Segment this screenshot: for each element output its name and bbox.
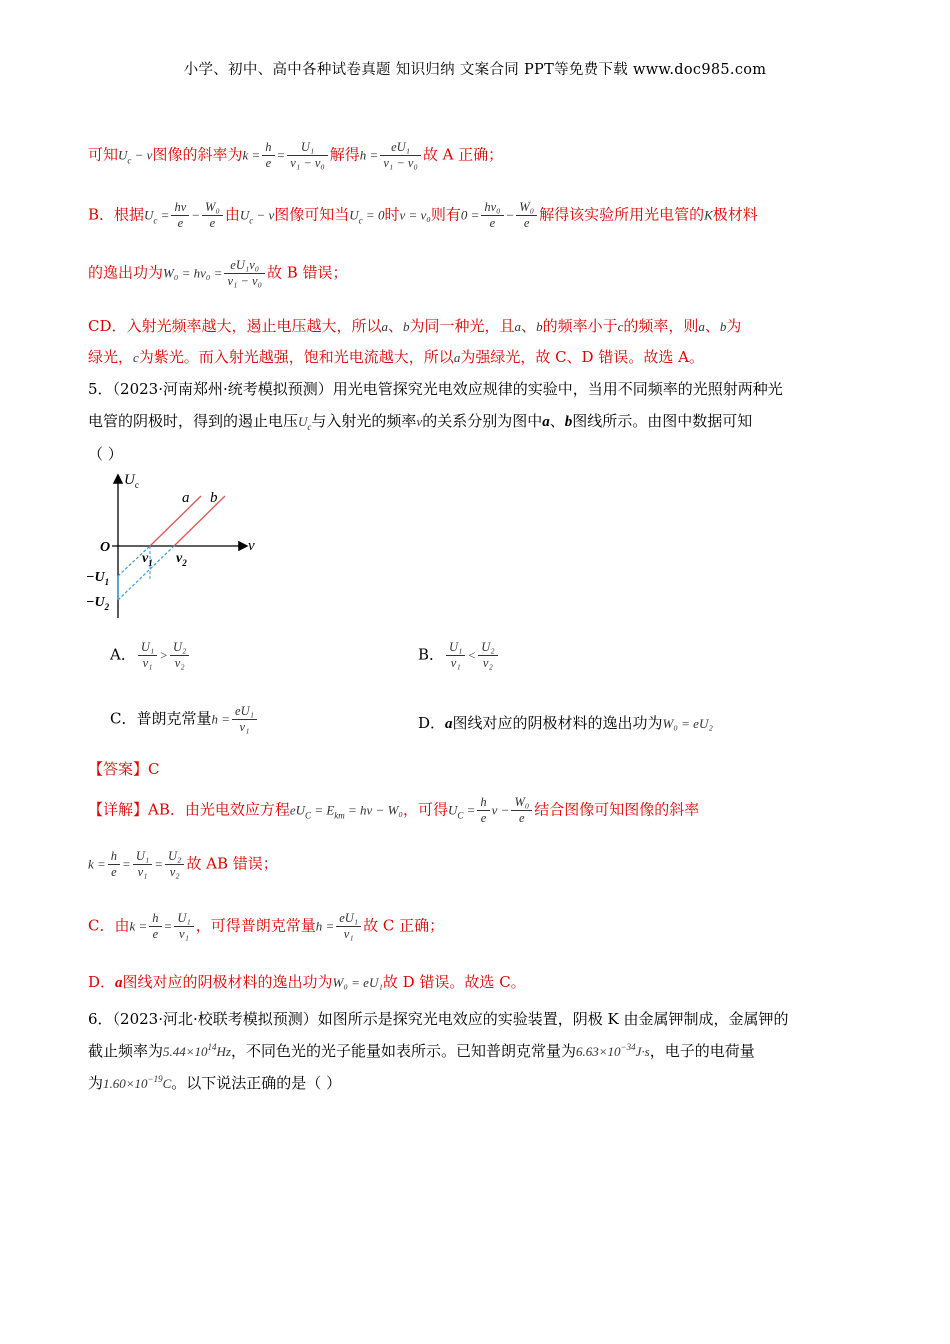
solution-line-1: 可知$U_c - \nu$图像的斜率为k = $\frac{h}{e}$ = $\frac{\text{U₁}}{\text{ν₁ − ν₀}}$ 解得h = $\frac{\text{eU₁}}{\text{ν₁ − ν₀}}$ 故 A 正确； (88, 140, 504, 170)
solution-line-2: B．根据$U_c$ = $\frac{h\nu}{e}$ − $\frac{\text{W₀}}{e}$ 由$U_c - \nu$图像可知当$U_c = 0$时ν = ν₀则有0 = $\frac{\text{hν₀}}{e}$ − $\frac{\text{W₀}}{e}$ 解得该实验所用光电管的K极材料 (88, 200, 758, 230)
origin-label: O (100, 540, 111, 555)
y-axis-label: $U_c$ (124, 472, 139, 490)
answer: 【答案】C (88, 760, 160, 778)
detail-line-2: k = $\frac{h}{e}$ = $\frac{\text{U₁}}{\text{ν₁}}$ = $\frac{\text{U₂}}{\text{ν₂}}$ 故 AB 错误； (88, 849, 278, 879)
line-a-label: a (182, 490, 190, 506)
option-c[interactable]: C．普朗克常量h = $\frac{\text{eU₁}}{\text{ν₁}}$ (110, 704, 259, 735)
q5-line-2: 电管的阴极时，得到的遏止电压$U_c$与入射光的频率ν的关系分别为图中a、b图线所示。由图中数据可知 (88, 412, 753, 432)
line-b-label: b (210, 490, 218, 506)
option-b[interactable]: B． $\frac{\text{U₁}}{\text{ν₁}}$ < $\frac{\text{U₂}}{\text{ν₂}}$ (418, 640, 500, 671)
q5-blank: （ ） (88, 445, 123, 463)
x-axis-label: ν (248, 538, 255, 554)
solution-line-4: CD．入射光频率越大，遏止电压越大，所以a、b为同一种光，且a、b的频率小于c的频率，则a、b为 (88, 317, 742, 335)
stopping-voltage-graph (84, 468, 284, 628)
line-a (150, 496, 201, 546)
q5-line-1: 5．（2023·河南郑州·统考模拟预测）用光电管探究光电效应规律的实验中，当用不同频率的光照射两种光 (88, 380, 783, 398)
q6-line-2: 截止频率为$5.44\times 10^{14}Hz$，不同色光的光子能量如表所示。已知普朗克常量为$6.63\times 10^{-34}J\cdot s$，电子的电荷量 (88, 1042, 755, 1060)
option-d[interactable]: D．a图线对应的阴极材料的逸出功为W₀ = eU₂ (418, 714, 713, 732)
option-a[interactable]: A． $\frac{\text{U₁}}{\text{ν₁}}$ > $\frac{\text{U₂}}{\text{ν₂}}$ (110, 640, 191, 671)
detail-line-4: D．a图线对应的阴极材料的逸出功为W₀ = eU₁故 D 错误。故选 C。 (88, 973, 526, 991)
q6-line-1: 6．（2023·河北·校联考模拟预测）如图所示是探究光电效应的实验装置，阴极 K 由金属钾制成，金属钾的 (88, 1010, 789, 1028)
detail-line-1: 【详解】AB．由光电效应方程$eU_C = E_{km} = h\nu - W_0$，可得$U_C$ = $\frac{h}{e}$ ν − $\frac{\text{W₀}}{e}$ 结合图像可知图像的斜率 (88, 795, 700, 825)
minus-u1-label: $-U_1$ (86, 570, 110, 587)
minus-u2-label: $-U_2$ (86, 595, 110, 612)
q6-line-3: 为$1.60\times 10^{-19}C$。以下说法正确的是（ ） (88, 1074, 342, 1092)
site-header: 小学、初中、高中各种试卷真题 知识归纳 文案合同 PPT等免费下载 www.doc985.com (183, 62, 767, 78)
nu1-label: $\nu_1$ (142, 551, 153, 568)
nu2-label: $\nu_2$ (176, 551, 187, 568)
detail-line-3: C．由k = $\frac{h}{e}$ = $\frac{\text{U₁}}{\text{ν₁}}$ ，可得普朗克常量h = $\frac{\text{eU₁}}{\text{ν₁}}$ 故 C 正确； (88, 911, 445, 941)
solution-line-3: 的逸出功为W₀ = hν₀ = $\frac{\text{eU₁ν₀}}{\text{ν₁ − ν₀}}$ 故 B 错误； (88, 258, 348, 288)
solution-line-5: 绿光，c为紫光。而入射光越强，饱和光电流越大，所以a为强绿光，故 C、D 错误。故选 A。 (88, 348, 704, 366)
